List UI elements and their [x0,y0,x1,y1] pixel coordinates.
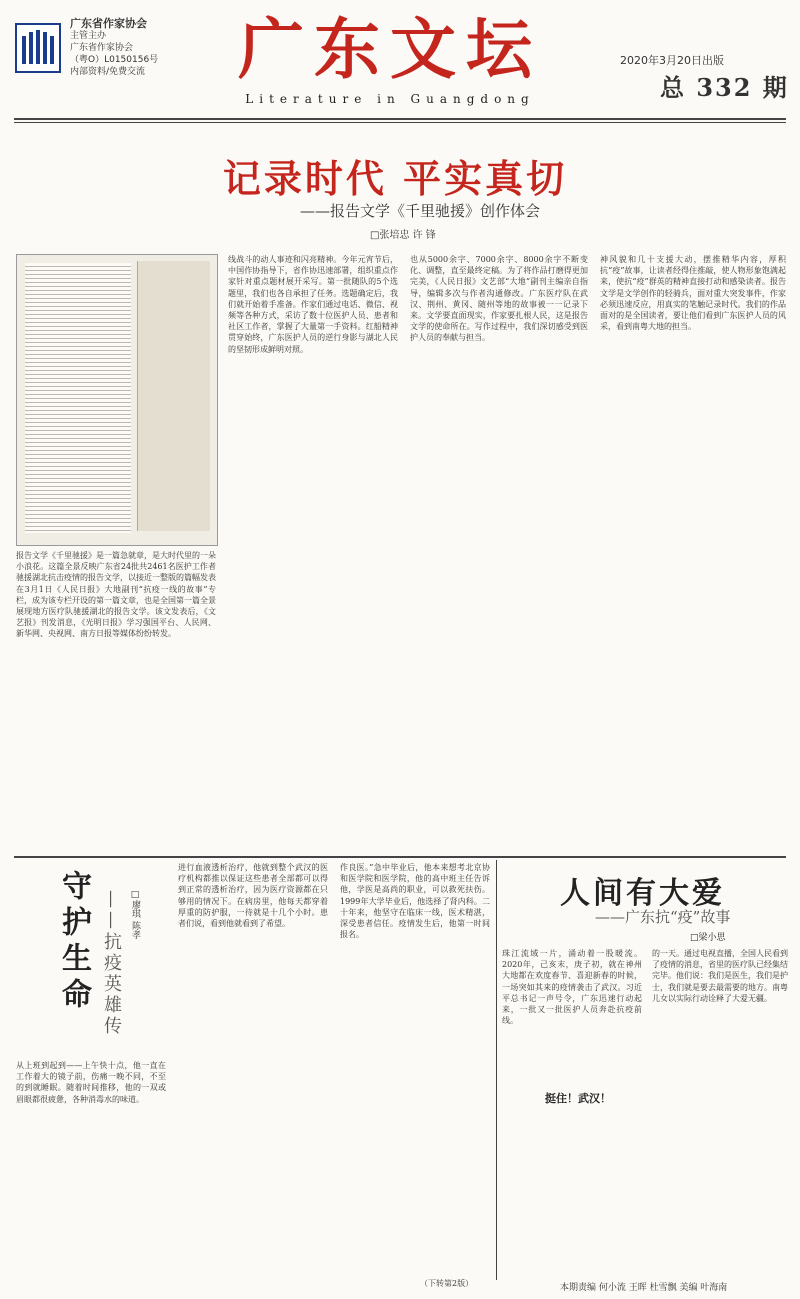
association-logo [14,22,62,74]
distribution-note: 内部资料/免费交流 [70,67,146,77]
article1-column: 也从5000余字、7000余字、8000余字不断变化、调整，直至最终定稿。为了将作品打磨得更加完美，《人民日报》文艺部“大地”副刊主编亲自指导，编辑多次与作者沟通修改。广东医疗队在武汉、荆州、黄冈、随州等地的故事被一一记录下来。文学要直面现实，作家要扎根人民，这是报告文学的使命所在。写作过程中，我们深切感受到医护人员的奉献与担当。 [410,255,588,343]
publisher-info [70,18,200,78]
article3-subtitle: ——广东抗“疫”故事 [595,908,731,926]
masthead-title: 广东文坛 [238,10,542,88]
section-divider [14,856,786,858]
article3-subhead: 挺住！武汉！ [545,1092,611,1105]
newspaper-page-image [25,263,131,533]
article1-subtitle: ——报告文学《千里驰援》创作体会 [300,202,541,220]
article2-column: 作良医。”急中毕业后，他本来想考北京协和医学院和医学院，他的高中班主任告诉他，学医是高尚的职业，可以救死扶伤。1999年大学毕业后，他选择了肾内科。二十年来，他坚守在临床一线，医术精湛，深受患者信任。疫情发生后，他第一时间报名。 [340,863,490,940]
issue-number: 总 332 期 [660,73,789,102]
article2-headline: 守护生命 [56,870,91,1014]
article3-byline: □梁小思 [690,933,726,943]
publisher-line: 广东省作家协会 [70,43,134,53]
column-divider [496,860,497,1280]
article2-column: 进行血液透析治疗，他就到整个武汉的医疗机构都推以保证这些患者全部都可以得到正常的透析治疗，因为医疗资源都在只够用的情况下。在病房里，他每天都穿着厚重的防护服，一待就是十几个小时。患者们说，看到他就看到了希望。 [178,863,328,929]
article2-byline: □廖琪 陈孝 [130,890,140,939]
editor-credits: 本期责编 何小流 王晖 杜雪飘 美编 叶海南 [560,1283,728,1293]
article2-subtitle: ——抗疫英雄传 [101,890,122,1037]
article1-byline: □张培忠 许 锋 [370,230,436,241]
sponsor-line: 主管主办 [70,31,107,41]
masthead-subtitle: Literature in Guangdong [245,92,535,106]
article1-column: 线战斗的动人事迹和闪亮精神。今年元宵节后，中国作协指导下，省作协迅速部署，组织重点作家针对重点题材展开采写。第一批随队的5个选题里，我们也各自承担了任务。选题确定后，我们就开始着手准备。作家们通过电话、微信、视频等各种方式，采访了数十位医护人员、患者和社区工作者，掌握了大量第一手资料。红船精神贯穿始终，广东医护人员的逆行身影与湖北人民的坚韧形成鲜明对照。 [228,255,398,354]
association-name: 广东省作家协会 [70,17,147,30]
article2-column: 从上班到起到——上午快十点，他一直在工作着大的镜子前，伤痛一晚不同，不至的到就睡眠。随着时间推移，他的一双或眉眼都很疲惫，各种消毒水的味道。 [16,1061,166,1104]
article1-column: 神风貌和几十支援大动，摆推精华内容，厚积抗“疫”故事，让读者经得住推敲，使人物形象饱满起来，使抗“疫”群英的精神直接打动和感染读者。报告文学是文学创作的轻骑兵，面对重大突发事件，作家必须迅速反应，用真实的笔触记录时代。我们的作品面对的是全国读者，要让他们看到广东医护人员的风采，看到南粤大地的担当。 [600,255,786,332]
publish-date: 2020年3月20日出版 [620,54,724,67]
masthead-divider-thin [14,122,786,123]
masthead-divider [14,118,786,120]
article3-headline: 人间有大爱 [560,876,725,911]
article1-column: 报告文学《千里驰援》是一篇急就章，是大时代里的一朵小浪花。这篇全景反映广东省24批共2461名医护工作者驰援湖北抗击疫情的报告文学，以接近一整版的篇幅发表在3月1日《人民日报》大地副刊“抗疫一线的故事”专栏，成为该专栏开设的第一篇文章，也是全国第一篇全景展现地方医疗队驰援湖北的报告文学。该文发表后，《文艺报》刊发消息，《光明日报》学习强国平台、人民网、新华网、央视网、南方日报等媒体纷纷转发。 [16,551,216,639]
article1-headline: 记录时代 平实真切 [222,156,568,201]
article3-column: 珠江流域一片，涌动着一股暖流。2020年，己亥末，庚子初，就在神州大地都在欢度春节、喜迎新春的时候，一场突如其来的疫情袭击了武汉。习近平总书记一声号令，广东迅速行动起来，一批又一批医护人员奔赴抗疫前线。 [502,949,642,1026]
book-photo [16,254,218,546]
article3-column: 的一天。通过电视直播，全国人民看到了疫情的消息，省里的医疗队已经集结完毕。他们说：我们是医生，我们是护士，我们就是要去最需要的地方。南粤儿女以实际行动诠释了大爱无疆。 [652,949,788,1003]
serial-number: （粤O）L0150156号 [70,55,159,65]
continued-note: （下转第2版） [420,1279,474,1288]
book-cover-image [137,261,210,531]
